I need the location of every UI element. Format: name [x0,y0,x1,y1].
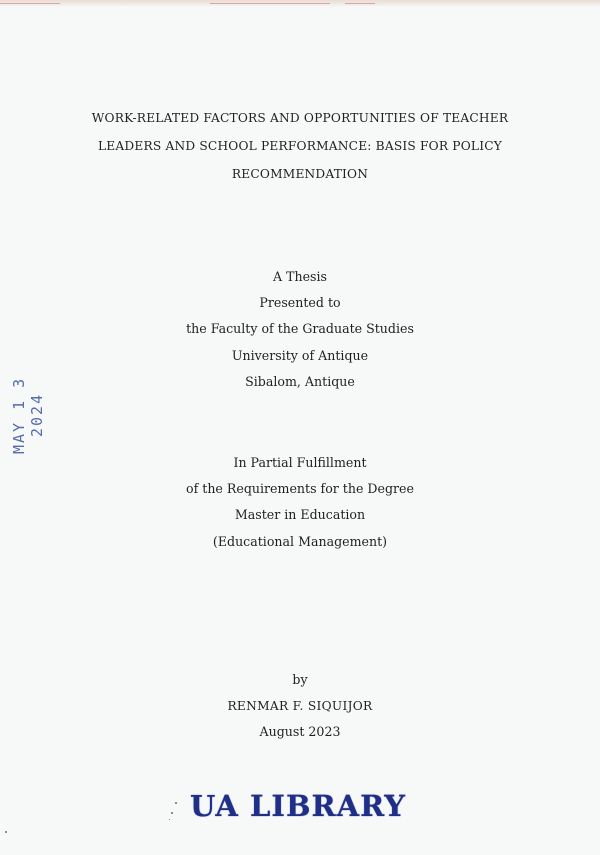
ink-speck [175,802,177,804]
ink-speck [171,812,173,814]
fulfillment-block [60,450,540,555]
thesis-title [60,104,540,188]
partial-fulfillment: In Partial Fulfillment [233,455,367,470]
ink-speck [5,831,7,833]
received-date-stamp: MAY 1 3 2024 [10,376,46,454]
ink-speck [169,819,170,820]
university-line: University of Antique [231,347,369,363]
faculty-line: the Faculty of the Graduate Studies [186,321,414,337]
page-top-edge [0,0,600,7]
title-line: LEADERS AND SCHOOL PERFORMANCE: BASIS FOR POLICY [98,139,502,153]
presented-to: Presented to [259,295,341,311]
degree-line: Master in Education [234,507,366,523]
library-stamp: UA LIBRARY [190,789,406,823]
edge-mark [345,3,375,4]
edge-mark [210,3,330,4]
edge-mark [0,3,60,4]
presentation-block [60,264,540,395]
thesis-label: A Thesis [272,269,327,284]
location-line: Sibalom, Antique [245,373,355,389]
title-line: WORK-RELATED FACTORS AND OPPORTUNITIES OF TEACHER [91,111,509,125]
submission-date: August 2023 [259,724,341,740]
title-line: RECOMMENDATION [231,167,369,181]
specialization-line: (Educational Management) [212,533,388,549]
by-label: by [292,672,308,687]
author-name: RENMAR F. SIQUIJOR [227,699,373,714]
author-block [60,667,540,746]
requirements-line: of the Requirements for the Degree [186,481,414,497]
